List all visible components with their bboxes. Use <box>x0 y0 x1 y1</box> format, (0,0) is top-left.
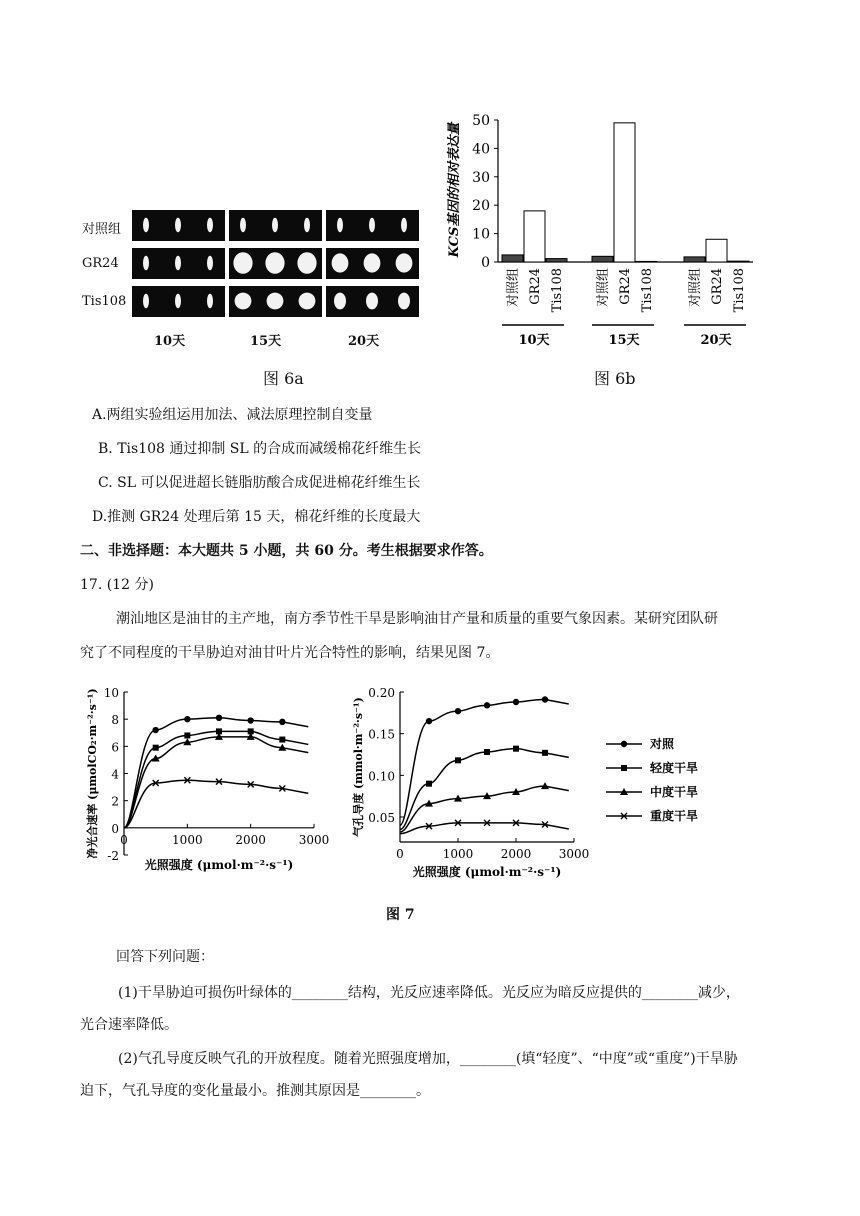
bar <box>636 261 657 262</box>
fig6a-row-label: GR24 <box>82 256 119 271</box>
fig6a-caption: 图 6a <box>263 369 304 388</box>
bar <box>546 259 567 262</box>
fig6a-photo-image <box>326 248 419 279</box>
x-category-label: Tis108 <box>550 268 565 313</box>
x-tick-label: 3000 <box>298 832 330 847</box>
data-point <box>247 717 253 723</box>
y-axis-title: KCS基因的相对表达量 <box>447 122 462 258</box>
bar <box>502 255 523 262</box>
group-label: 20天 <box>700 333 732 348</box>
fig6a-photo <box>132 286 225 317</box>
x-category-label: GR24 <box>618 268 633 305</box>
fig6a-fiber-blob <box>304 218 310 232</box>
fig6a-photo <box>132 210 225 241</box>
figure-6b-chart <box>440 110 760 355</box>
y-tick-label: 0.10 <box>368 769 395 784</box>
x-category-label: 对照组 <box>506 268 521 308</box>
y-tick-label: 0.05 <box>368 811 395 825</box>
fig6a-fiber-blob <box>396 253 413 272</box>
group-label: 15天 <box>608 333 640 348</box>
fig6a-fiber-blob <box>235 293 252 310</box>
x-tick-label: 0 <box>396 847 404 861</box>
x-tick-label: 2000 <box>500 847 532 861</box>
fig6a-fiber-blob <box>364 253 381 272</box>
question-intro-line2: 究了不同程度的干旱胁迫对油甘叶片光合特性的影响，结果见图 7。 <box>80 645 500 661</box>
y-tick-label: 10 <box>472 226 490 243</box>
data-point <box>184 732 190 738</box>
fig6a-fiber-blob <box>143 218 149 232</box>
fig6a-fiber-blob <box>267 293 284 310</box>
figure-6a <box>82 204 422 354</box>
fig6a-photo <box>229 286 322 317</box>
q2-line1: (2)气孔导度反映气孔的开放程度。随着光照强度增加，________(填“轻度”、“中度”或“重度”)干旱胁 <box>118 1051 738 1067</box>
fig6a-photo-image <box>326 286 419 317</box>
option-b: B. Tis108 通过抑制 SL 的合成而减缓棉花纤维生长 <box>98 441 422 457</box>
option-a: A.两组实验组运用加法、减法原理控制自变量 <box>92 407 373 423</box>
y-tick-label: 0.20 <box>368 686 395 700</box>
data-point <box>484 749 490 755</box>
question-intro-line1: 潮汕地区是油甘的主产地，南方季节性干旱是影响油甘产量和质量的重要气象因素。某研究团队研 <box>116 611 718 627</box>
fig6a-photo-image <box>132 210 225 241</box>
data-point <box>455 708 461 714</box>
y-tick-label: 50 <box>472 113 490 129</box>
bar <box>706 239 727 262</box>
fig6a-fiber-blob <box>265 252 284 274</box>
fig6a-fiber-blob <box>233 252 252 274</box>
fig6a-fiber-blob <box>334 293 346 310</box>
x-category-label: Tis108 <box>640 268 655 313</box>
answer-prompt: 回答下列问题： <box>116 949 214 965</box>
fig6a-day-label: 10天 <box>154 334 186 349</box>
fig6a-fiber-blob <box>175 294 181 308</box>
x-category-label: Tis108 <box>732 268 747 313</box>
y-tick-label: -2 <box>107 849 119 863</box>
fig6a-fiber-blob <box>207 256 213 270</box>
fig6a-fiber-blob <box>143 256 149 270</box>
fig6a-photo-image <box>229 210 322 241</box>
question-number: 17. (12 分) <box>80 577 154 593</box>
fig6a-photo-image <box>326 210 419 241</box>
data-point <box>279 737 285 743</box>
y-tick-label: 0 <box>111 821 119 836</box>
fig6a-fiber-blob <box>207 218 213 232</box>
x-tick-label: 3000 <box>558 847 590 861</box>
bar <box>728 261 749 262</box>
bar <box>524 211 545 262</box>
y-tick-label: 2 <box>111 794 119 809</box>
data-point <box>184 716 190 722</box>
fig6a-fiber-blob <box>299 293 316 310</box>
fig6a-fiber-blob <box>297 252 316 274</box>
y-axis-title: 气孔导度 (mmol·m⁻²·s⁻¹) <box>352 697 365 837</box>
fig6a-photo <box>326 286 419 317</box>
data-point <box>621 765 627 771</box>
q1-line1: (1)干旱胁迫可损伤叶绿体的________结构，光反应速率降低。光反应为暗反应提供的________减少， <box>118 985 740 1001</box>
fig6a-photo-image <box>229 248 322 279</box>
group-label: 10天 <box>518 333 550 348</box>
data-point <box>152 727 158 733</box>
data-point <box>426 718 432 724</box>
fig6a-photo-image <box>229 286 322 317</box>
y-tick-label: 40 <box>472 141 490 158</box>
y-tick-label: 10 <box>103 686 119 700</box>
data-point <box>542 750 548 756</box>
data-point <box>621 741 627 747</box>
data-point <box>153 745 159 751</box>
bar <box>684 257 705 262</box>
x-axis-title: 光照强度 (μmol·m⁻²·s⁻¹) <box>144 858 294 872</box>
fig6a-fiber-blob <box>369 218 375 232</box>
figure-7-right-chart <box>352 680 602 895</box>
x-axis-title: 光照强度 (μmol·m⁻²·s⁻¹) <box>412 865 562 879</box>
fig6a-fiber-blob <box>272 218 278 232</box>
data-point <box>542 696 548 702</box>
legend-label: 重度干旱 <box>650 809 699 823</box>
fig6a-day-label: 15天 <box>250 334 282 349</box>
q2-line2: 迫下，气孔导度的变化量最小。推测其原因是________。 <box>80 1083 430 1099</box>
x-category-label: GR24 <box>710 268 725 305</box>
fig6a-photo-image <box>132 248 225 279</box>
fig6a-fiber-blob <box>175 256 181 270</box>
x-category-label: GR24 <box>528 268 543 305</box>
q1-line2: 光合速率降低。 <box>80 1017 178 1033</box>
fig6a-fiber-blob <box>366 293 378 310</box>
fig6a-fiber-blob <box>207 294 213 308</box>
fig6a-photo <box>229 248 322 279</box>
data-point <box>484 702 490 708</box>
fig6b-caption: 图 6b <box>594 369 636 388</box>
data-point <box>513 746 519 752</box>
data-point <box>455 757 461 763</box>
legend-label: 对照 <box>650 737 675 751</box>
y-tick-label: 0.15 <box>368 727 395 742</box>
fig6a-photo-image <box>132 286 225 317</box>
x-category-label: 对照组 <box>688 268 703 308</box>
figure-7-left-chart <box>84 680 344 895</box>
data-point <box>513 699 519 705</box>
y-tick-label: 30 <box>472 169 490 186</box>
section-heading: 二、非选择题：本大题共 5 小题，共 60 分。考生根据要求作答。 <box>80 543 493 559</box>
fig6a-fiber-blob <box>398 293 410 310</box>
y-tick-label: 20 <box>472 198 490 215</box>
fig6a-fiber-blob <box>332 253 349 272</box>
fig6a-fiber-blob <box>337 218 343 232</box>
x-tick-label: 1000 <box>442 847 474 861</box>
fig6a-fiber-blob <box>175 218 181 232</box>
figure-7-legend <box>600 730 720 830</box>
x-tick-label: 1000 <box>172 832 203 847</box>
fig6a-photo <box>326 248 419 279</box>
data-point <box>216 715 222 721</box>
y-tick-label: 0 <box>481 255 490 271</box>
bar <box>614 123 635 262</box>
legend-label: 中度干旱 <box>650 785 699 799</box>
fig6a-photo <box>229 210 322 241</box>
option-d: D.推测 GR24 处理后第 15 天，棉花纤维的长度最大 <box>92 509 421 525</box>
fig6a-fiber-blob <box>240 218 246 232</box>
y-tick-label: 6 <box>111 740 119 755</box>
fig7-caption: 图 7 <box>386 907 415 923</box>
fig6a-photo <box>326 210 419 241</box>
fig6a-fiber-blob <box>401 218 407 232</box>
bar <box>592 256 613 262</box>
fig6a-day-label: 20天 <box>348 334 380 349</box>
data-point <box>426 781 432 787</box>
y-axis-title: 净光合速率 (μmolCO₂·m⁻²·s⁻¹) <box>86 688 99 859</box>
fig6a-fiber-blob <box>143 294 149 308</box>
y-tick-label: 4 <box>111 767 119 782</box>
y-tick-label: 8 <box>111 713 119 728</box>
x-tick-label: 2000 <box>235 832 266 847</box>
option-c: C. SL 可以促进超长链脂肪酸合成促进棉花纤维生长 <box>98 475 421 491</box>
fig6a-photo <box>132 248 225 279</box>
data-point <box>279 719 285 725</box>
fig6a-row-label: 对照组 <box>82 222 122 237</box>
fig6a-row-label: Tis108 <box>82 294 127 309</box>
legend-label: 轻度干旱 <box>650 761 699 775</box>
x-category-label: 对照组 <box>596 268 611 308</box>
x-tick-label: 0 <box>120 832 128 847</box>
